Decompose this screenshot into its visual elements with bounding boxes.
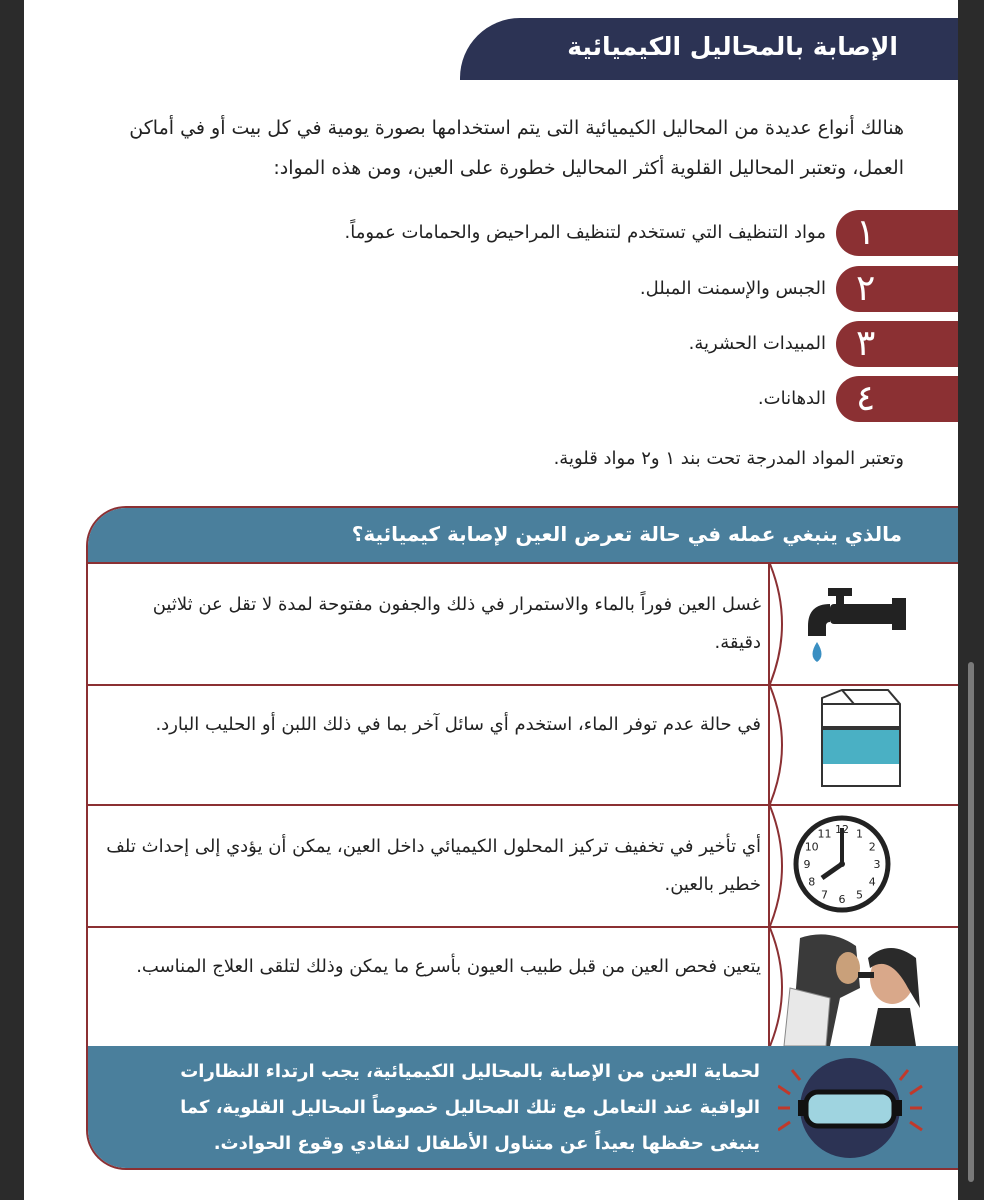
title-banner <box>460 18 958 80</box>
footer-text: لحماية العين من الإصابة بالمحاليل الكيميائية، يجب ارتداء النظارات الواقية عند التعامل مع تلك المحاليل خصوصاً المحاليل القلوية، كما ينبغى حفظها بعيداً عن متناول الأطفال لتفادي وقوع الحوادث. <box>180 1061 760 1154</box>
item-text: مواد التنظيف التي تستخدم لتنظيف المراحيض والحمامات عموماً. <box>344 222 826 243</box>
list-item <box>114 210 958 256</box>
instruction-text: غسل العين فوراً بالماء والاستمرار في ذلك والجفون مفتوحة لمدة لا تقل عن ثلاثين دقيقة. <box>152 594 761 653</box>
clock-numeral: 11 <box>817 827 832 841</box>
item-text: الجبس والإسمنت المبلل. <box>639 278 826 299</box>
list-item <box>114 266 958 312</box>
item-text: المبيدات الحشرية. <box>688 333 826 354</box>
scrollbar-thumb[interactable] <box>968 662 974 1182</box>
box-header-text: مالذي ينبغي عمله في حالة تعرض العين لإصابة كيميائية؟ <box>351 522 902 546</box>
instruction-text: يتعين فحص العين من قبل طبيب العيون بأسرع ما يمكن وذلك لتلقى العلاج المناسب. <box>136 956 761 977</box>
clock-numeral: 12 <box>835 823 849 836</box>
clock-numeral: 5 <box>856 888 863 902</box>
item-number: ٣ <box>836 321 958 367</box>
instruction-text: في حالة عدم توفر الماء، استخدم أي سائل آخر بما في ذلك اللبن أو الحليب البارد. <box>155 714 761 735</box>
page-title: الإصابة بالمحاليل الكيميائية <box>567 32 898 61</box>
clock-numeral: 2 <box>868 840 876 854</box>
list-item <box>114 376 958 422</box>
clock-numeral: 9 <box>803 858 811 871</box>
icon-cell <box>768 928 958 1046</box>
document-page <box>24 0 958 1200</box>
clock-numeral: 3 <box>873 858 881 871</box>
milk-carton-icon <box>770 686 958 804</box>
intro-paragraph: هنالك أنواع عديدة من المحاليل الكيميائية التى يتم استخدامها بصورة يومية في كل بيت أو في أماكن العمل، وتعتبر المحاليل القلوية أكثر المحاليل خطورة على العين، ومن هذه المواد: <box>129 117 904 179</box>
clock-numeral: 10 <box>804 840 819 854</box>
clock-numeral: 7 <box>821 888 828 902</box>
instruction-row <box>88 562 958 684</box>
clock-numeral: 6 <box>838 893 846 906</box>
alkaline-note: وتعتبر المواد المدرجة تحت بند ١ و٢ مواد قلوية. <box>553 448 904 469</box>
list-item <box>114 321 958 367</box>
instruction-row <box>88 684 958 804</box>
clock-numeral: 8 <box>808 875 816 889</box>
clock-numeral: 1 <box>856 827 863 841</box>
item-number: ٤ <box>836 376 958 422</box>
box-header <box>88 508 958 562</box>
clock-numeral: 4 <box>868 875 876 889</box>
instruction-row <box>88 926 958 1046</box>
icon-cell <box>768 806 958 926</box>
instruction-text: أي تأخير في تخفيف تركيز المحلول الكيميائي داخل العين، يمكن أن يؤدي إلى إحداث تلف خطير بالعين. <box>106 836 761 895</box>
instruction-row <box>88 804 958 926</box>
icon-cell <box>768 686 958 804</box>
item-text: الدهانات. <box>757 388 826 409</box>
faucet-icon <box>770 564 958 684</box>
clock-icon <box>770 806 958 926</box>
item-number: ٢ <box>836 266 958 312</box>
item-number: ١ <box>836 210 958 256</box>
first-aid-box <box>86 506 958 1170</box>
eye-exam-icon <box>770 928 958 1046</box>
icon-cell <box>768 564 958 684</box>
safety-footer <box>88 1046 958 1170</box>
safety-goggles-icon <box>778 1056 928 1160</box>
